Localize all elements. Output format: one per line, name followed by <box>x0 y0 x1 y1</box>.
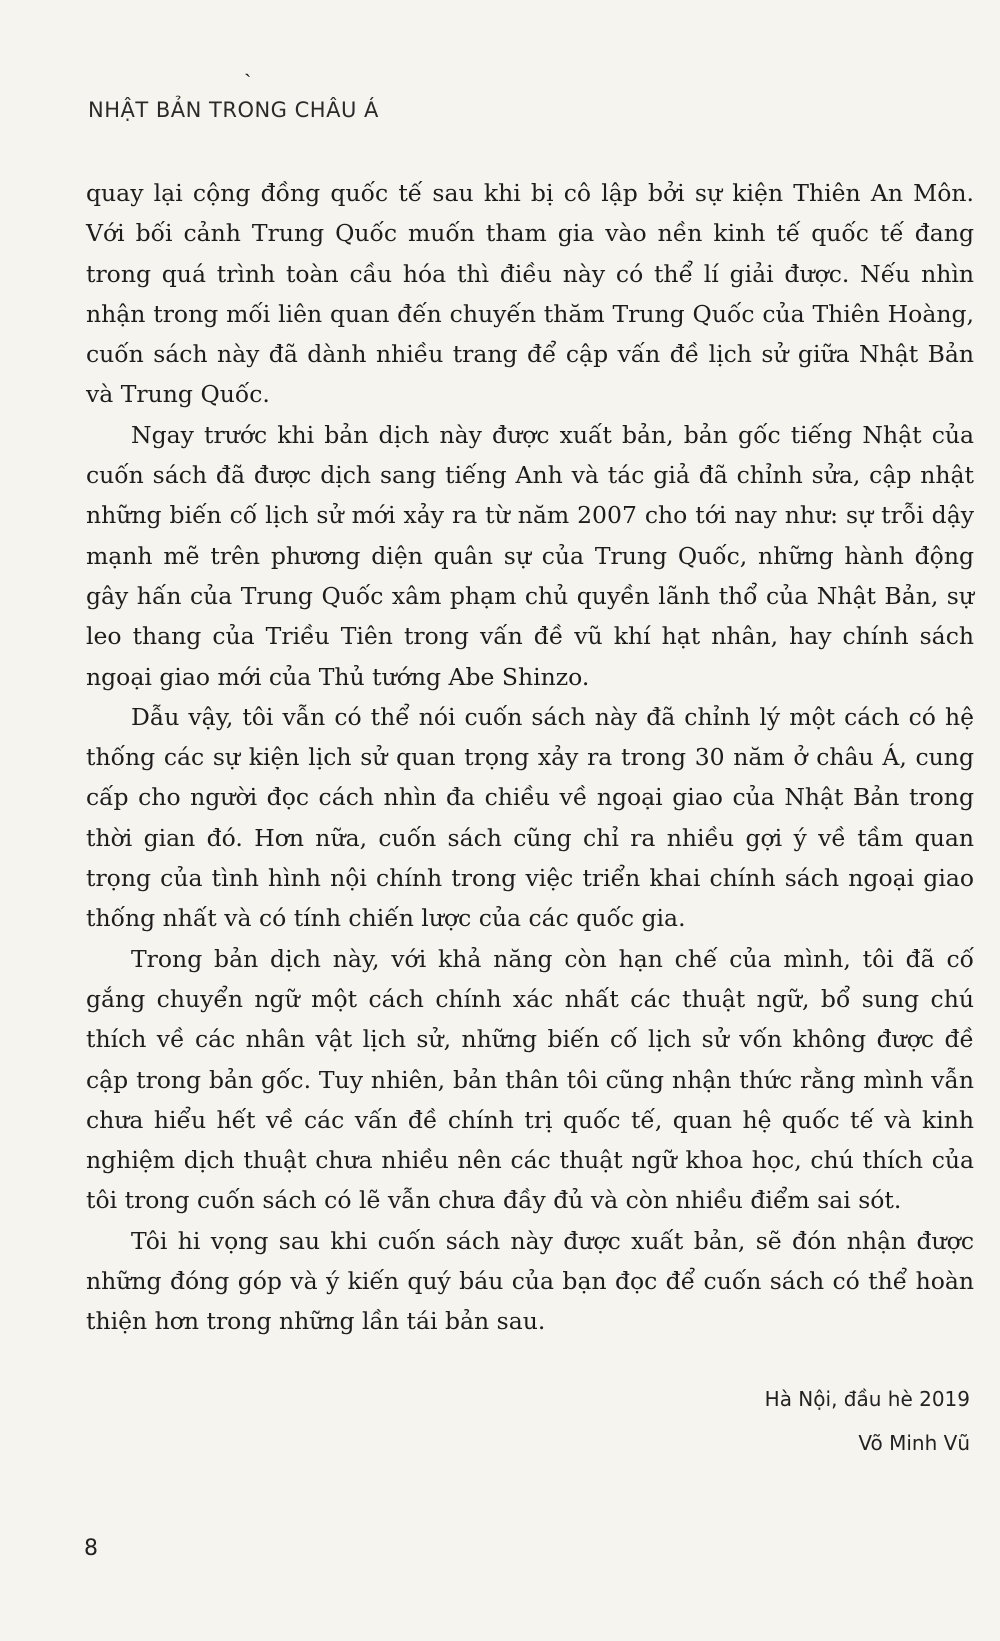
signature-author: Võ Minh Vũ <box>858 1431 970 1455</box>
ink-mark: ˏ <box>244 53 252 78</box>
paragraph: Tôi hi vọng sau khi cuốn sách này được xuất bản, sẽ đón nhận được những đóng góp và ý kiến quý báu của bạn đọc để cuốn sách có thể hoàn thiện hơn trong những lần tái bản sau. <box>86 1226 974 1336</box>
paragraph: Dẫu vậy, tôi vẫn có thể nói cuốn sách này đã chỉnh lý một cách có hệ thống các sự kiện lịch sử quan trọng xảy ra trong 30 năm ở châu Á, cung cấp cho người đọc cách nhìn đa chiều về ngoại giao của Nhật Bản trong thời gian đó. Hơn nữa, cuốn sách cũng chỉ ra nhiều gợi ý về tầm quan trọng của tình hình nội chính trong việc triển khai chính sách ngoại giao thống nhất và có tính chiến lược của các quốc gia. <box>86 702 974 933</box>
paragraph: quay lại cộng đồng quốc tế sau khi bị cô lập bởi sự kiện Thiên An Môn. Với bối cảnh Trung Quốc muốn tham gia vào nền kinh tế quốc tế đang trong quá trình toàn cầu hóa thì điều này có thể lí giải được. Nếu nhìn nhận trong mối liên quan đến chuyến thăm Trung Quốc của Thiên Hoàng, cuốn sách này đã dành nhiều trang để cập vấn đề lịch sử giữa Nhật Bản và Trung Quốc. <box>86 179 974 409</box>
paragraph: Trong bản dịch này, với khả năng còn hạn chế của mình, tôi đã cố gắng chuyển ngữ một cách chính xác nhất các thuật ngữ, bổ sung chú thích về các nhân vật lịch sử, những biến cố lịch sử vốn không được đề cập trong bản gốc. Tuy nhiên, bản thân tôi cũng nhận thức rằng mình vẫn chưa hiểu hết về các vấn đề chính trị quốc tế, quan hệ quốc tế và kinh nghiệm dịch thuật chưa nhiều nên các thuật ngữ khoa học, chú thích của tôi trong cuốn sách có lẽ vẫn chưa đầy đủ và còn nhiều điểm sai sót. <box>86 944 974 1215</box>
running-header: NHẬT BẢN TRONG CHÂU Á <box>88 98 379 122</box>
paragraph: Ngay trước khi bản dịch này được xuất bản, bản gốc tiếng Nhật của cuốn sách đã được dịch sang tiếng Anh và tác giả đã chỉnh sửa, cập nhật những biến cố lịch sử mới xảy ra từ năm 2007 cho tới nay như: sự trỗi dậy mạnh mẽ trên phương diện quân sự của Trung Quốc, những hành động gây hấn của Trung Quốc xâm phạm chủ quyền lãnh thổ của Nhật Bản, sự leo thang của Triều Tiên trong vấn đề vũ khí hạt nhân, hay chính sách ngoại giao mới của Thủ tướng Abe Shinzo. <box>86 420 974 691</box>
page-number: 8 <box>84 1536 98 1561</box>
signature-place-date: Hà Nội, đầu hè 2019 <box>764 1387 970 1411</box>
body-text <box>86 173 974 1342</box>
